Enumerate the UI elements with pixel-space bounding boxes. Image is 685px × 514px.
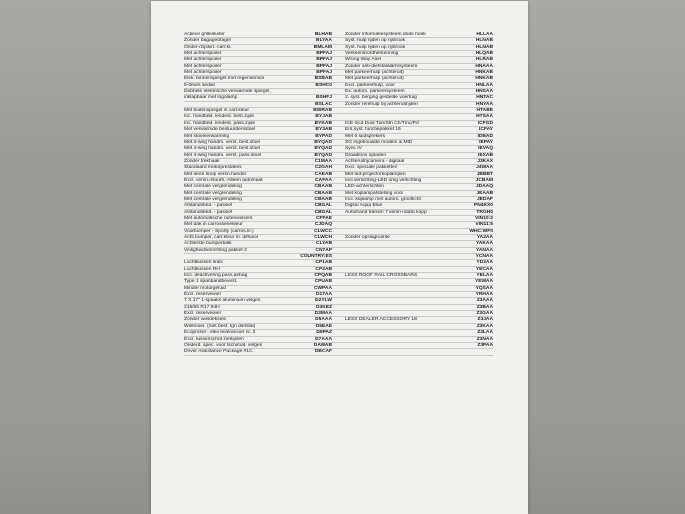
- option-code: JDAAQ: [475, 184, 493, 190]
- left-column-entry: [184, 178, 332, 183]
- right-column-entry: [345, 248, 493, 253]
- option-code: [491, 349, 493, 354]
- left-column-entry: [184, 121, 332, 126]
- left-column-entry: [184, 102, 332, 107]
- option-description: Met 4-weg handm. verst. best.stoel: [184, 146, 261, 152]
- option-description: Achteruitrijcamera - digitaal: [345, 158, 405, 164]
- right-column-entry: [345, 108, 493, 113]
- option-description: ICE-Scd Dual Tun/Sth Ch/Tmc/Pd: [345, 120, 419, 126]
- option-code: IEXAB: [478, 152, 493, 158]
- option-description: SG ingebouwde modem & MID: [345, 139, 413, 145]
- option-code: BYQAD: [314, 152, 332, 158]
- option-code: BYKAB: [314, 120, 332, 126]
- left-column-entry: [184, 51, 332, 56]
- option-description: Dubbele elektrische verwarmde spiegel,: [184, 89, 271, 95]
- left-column-entry: [184, 292, 332, 297]
- left-column-entry: [184, 286, 332, 291]
- option-code: ICFAY: [479, 127, 493, 133]
- left-column-entry: [184, 210, 332, 215]
- option-code: D17AA: [315, 292, 332, 298]
- paper-sheet: [151, 1, 528, 514]
- right-column-entry: [345, 337, 493, 342]
- right-column-entry: [345, 235, 493, 240]
- right-column-entry: [345, 146, 493, 151]
- left-column-entry: [184, 260, 332, 265]
- option-description: Excl. reservewiel: [184, 311, 221, 317]
- option-code: HLNAB: [475, 38, 493, 44]
- option-code: Z3GAA: [476, 311, 493, 317]
- option-code: YANAA: [476, 247, 493, 253]
- right-column-entry: [345, 210, 493, 215]
- option-code: BWRAB: [313, 108, 332, 114]
- option-description: Excl. reservewiel: [184, 292, 221, 298]
- option-description: Excl. parkeerhulp, voor: [345, 82, 396, 88]
- option-code: CPUAB: [314, 279, 332, 285]
- left-column-entry: [184, 222, 332, 227]
- right-column-entry: [345, 229, 493, 234]
- option-code: TRGH0: [476, 209, 493, 215]
- option-description: Met led-projectorkoplampen: [345, 171, 406, 177]
- option-description: Zonder informatiesysteem dode hoek: [345, 32, 426, 37]
- option-description: Voorbumper - Sporty (carros.kl.): [184, 228, 254, 234]
- right-column-entry: [345, 153, 493, 158]
- option-description: Met buitenspiegel in carr.kleur: [184, 108, 249, 114]
- option-description: Driver Assistance Package #1C: [184, 349, 253, 355]
- option-description: Luchtkussen RH: [184, 266, 220, 272]
- right-column-entry: [345, 254, 493, 259]
- option-description: Met centrale vergrendeling: [184, 184, 242, 190]
- right-column-entry: [345, 298, 493, 303]
- right-column-entry: [345, 324, 493, 329]
- option-description: Zonder remhulp bij achteruitrijden: [345, 101, 418, 107]
- right-column-entry: [345, 140, 493, 145]
- option-description: 7 X 17" 1-spaaks aluminium velgen: [184, 298, 261, 304]
- option-code: CAEAB: [314, 171, 332, 177]
- option-description: Met centrale vergrendeling: [184, 190, 242, 196]
- right-column-entry: [345, 286, 493, 291]
- left-column-entry: [184, 108, 332, 113]
- option-code: CJDAQ: [314, 222, 332, 228]
- option-description: Afstandsbed. - passief: [184, 203, 233, 209]
- left-column-entry: [184, 324, 332, 329]
- option-code: CLWCH: [314, 235, 332, 240]
- right-column-entry: [345, 95, 493, 100]
- option-description: Met automatische ruitenwissers: [184, 215, 253, 221]
- option-code: D5AAA: [315, 317, 332, 323]
- option-code: BPFAJ: [316, 51, 332, 57]
- left-column-entry: [184, 89, 332, 94]
- option-description: Met leren knop versn.handel: [184, 171, 246, 177]
- option-code: YAKAA: [476, 241, 493, 247]
- option-code: HNKAB: [475, 76, 493, 82]
- right-column-entry: [345, 222, 493, 227]
- right-column-entry: [345, 57, 493, 62]
- left-column-entry: [184, 172, 332, 177]
- option-description: Actieve grillesluiter: [184, 32, 225, 37]
- left-column-entry: [184, 153, 332, 158]
- left-column-entry: [184, 146, 332, 151]
- option-code: CBAAB: [314, 196, 332, 202]
- option-row: [184, 349, 493, 355]
- option-description: Zonder wieldeksels: [184, 317, 226, 323]
- option-description: Met achterspoiler: [184, 57, 222, 63]
- option-code: CBGAL: [314, 203, 332, 209]
- right-column-entry: [345, 292, 493, 297]
- left-column-entry: [184, 114, 332, 119]
- right-column-entry: [345, 89, 493, 94]
- option-description: Verkeersbordherkenning: [345, 51, 399, 57]
- left-column-entry: [184, 95, 332, 100]
- right-column-entry: [345, 260, 493, 265]
- left-column-entry: [184, 45, 332, 50]
- option-code: HNTAC: [476, 95, 493, 101]
- left-column-entry: [184, 83, 332, 88]
- right-column-entry: [345, 172, 493, 177]
- right-column-entry: [345, 45, 493, 50]
- option-code: BYQAD: [314, 146, 332, 152]
- option-description: Zonder anti-diefstalalarmsysteem: [345, 63, 418, 69]
- left-column-entry: [184, 140, 332, 145]
- option-code: IDBAD: [477, 133, 493, 139]
- option-code: HLNAB: [475, 44, 493, 50]
- option-code: DBCAF: [314, 349, 332, 355]
- option-description: Inc. handbed. lendest. pass.zijde: [184, 120, 256, 126]
- left-column-entry: [184, 235, 332, 240]
- option-description: Wielmoer. (niet best. tgn diefstal): [184, 323, 256, 329]
- option-description: Met parkeerhulp (achteruit): [345, 70, 404, 76]
- left-column-entry: [184, 57, 332, 62]
- option-code: D7AAA: [315, 336, 332, 342]
- right-column-entry: [345, 70, 493, 75]
- option-code: YRHAA: [475, 292, 493, 298]
- left-column-entry: [184, 248, 332, 253]
- right-column-entry: [345, 102, 493, 107]
- option-description: Inc. handbed. lendest. best.zijde: [184, 114, 255, 120]
- option-code: YECAA: [475, 266, 493, 272]
- left-column-entry: [184, 70, 332, 75]
- option-code: ICFGD: [477, 120, 493, 126]
- right-column-entry: [345, 311, 493, 316]
- right-column-entry: [345, 51, 493, 56]
- option-description: Luchtkussen links: [184, 260, 223, 266]
- option-code: Z3JAA: [477, 317, 493, 323]
- option-code: BMLAM: [313, 44, 332, 50]
- option-description: 5-deurs sedan: [184, 82, 216, 88]
- right-column-entry: [345, 114, 493, 119]
- option-code: CLYAB: [316, 241, 332, 247]
- left-column-entry: [184, 165, 332, 170]
- left-column-entry: [184, 134, 332, 139]
- option-code: BYPAD: [315, 133, 332, 139]
- option-code: WHC:WF0: [469, 228, 493, 234]
- option-code: Z3LAA: [477, 330, 493, 336]
- option-code: CBGAL: [314, 209, 332, 215]
- option-code: HLRAB: [475, 57, 493, 63]
- option-code: HNYAA: [476, 101, 493, 107]
- left-column-entry: [184, 267, 332, 272]
- option-description: LESS ROOF RAIL CROSSBARS: [345, 273, 418, 279]
- option-description: Sync IV: [345, 146, 362, 152]
- option-description: Met achterspoiler: [184, 70, 222, 76]
- option-code: CBAAB: [314, 190, 332, 196]
- option-description: Incl. deactivering pass.airbag: [184, 273, 248, 279]
- option-code: YA2AA: [476, 235, 493, 240]
- option-code: BLYAA: [316, 38, 332, 44]
- right-column-entry: [345, 305, 493, 310]
- left-column-entry: [184, 197, 332, 202]
- option-description: Zonder bagagedrager: [184, 38, 232, 44]
- right-column-entry: [345, 241, 493, 246]
- option-code: BY3AB: [315, 127, 332, 133]
- option-code: JEDAF: [476, 196, 493, 202]
- right-column-entry: [345, 159, 493, 164]
- right-column-entry: [345, 191, 493, 196]
- option-description: Met centrale vergrendeling: [184, 196, 242, 202]
- option-description: LESS DEALER ACCESSORY 18: [345, 317, 417, 323]
- option-code: YELAA: [476, 273, 493, 279]
- option-code: BSHC0: [315, 82, 332, 88]
- option-code: BPFAJ: [316, 70, 332, 76]
- option-description: Met verwarmde bestuurdersstoel: [184, 127, 256, 133]
- option-code: DAWAB: [313, 342, 332, 348]
- left-column-entry: [184, 254, 332, 259]
- left-column-entry: [184, 311, 332, 316]
- option-code: CBAAB: [314, 184, 332, 190]
- left-column-entry: [184, 127, 332, 132]
- option-code: HNSAA: [475, 89, 493, 95]
- option-code: BSLAC: [315, 101, 332, 107]
- left-column-entry: [184, 203, 332, 208]
- left-column-entry: [184, 279, 332, 284]
- option-description: Met 6 luidsprekers: [345, 133, 385, 139]
- right-column-entry: [345, 273, 493, 278]
- option-description: Syst. hulp rijden op rijstrook: [345, 44, 406, 50]
- right-column-entry: [345, 349, 493, 354]
- option-code: HNLAA: [475, 82, 493, 88]
- left-column-entry: [184, 317, 332, 322]
- option-description: Met achterspoiler: [184, 51, 222, 57]
- option-code: YCNAA: [475, 254, 493, 260]
- option-code: D5EAE: [315, 323, 332, 329]
- option-description: Met koplampafstelling voor: [345, 190, 404, 196]
- right-column-entry: [345, 76, 493, 81]
- option-code: COUNTRY:ES: [300, 254, 332, 260]
- left-column-entry: [184, 38, 332, 43]
- option-description: Met achterspoiler: [184, 63, 222, 69]
- right-column-entry: [345, 267, 493, 272]
- option-description: Met stoelverwarming: [184, 133, 230, 139]
- right-column-entry: [345, 330, 493, 335]
- option-code: YD2AA: [476, 260, 493, 266]
- left-column-entry: [184, 216, 332, 221]
- option-code: CWPAA: [313, 285, 332, 291]
- option-description: Minder motorgeluid: [184, 285, 226, 291]
- option-description: Excl. speciale pakketten: [345, 165, 398, 171]
- option-code: JCBAM: [475, 177, 493, 183]
- left-column-entry: [184, 349, 332, 354]
- left-column-entry: [184, 273, 332, 278]
- option-description: Digital Aqua Blue: [345, 203, 383, 209]
- option-description: Excl. tussenschot zierlijsten: [184, 336, 244, 342]
- option-description: 215/55 R17 94H: [184, 304, 220, 310]
- option-code: VIN10:2: [475, 215, 493, 221]
- option-code: PN4KX0: [473, 203, 493, 209]
- option-code: Z3PAA: [477, 342, 493, 348]
- option-description: Standaard motorprestaties: [184, 165, 242, 171]
- option-code: BYJAB: [315, 114, 332, 120]
- option-description: Type 1 spanbandbevest.: [184, 279, 238, 285]
- option-description: Acht.bumper, carr.kleur m. diffusor: [184, 235, 259, 240]
- option-description: Ent,syst. functiepakket 16: [345, 127, 401, 133]
- option-code: HLLAA: [476, 32, 493, 37]
- option-code: JEAAB: [476, 190, 493, 196]
- option-description: Ex. autom. parkeersysteem: [345, 89, 405, 95]
- option-code: CFFAE: [315, 215, 332, 221]
- option-code: YQSAA: [475, 285, 493, 291]
- option-description: Achterste bumperbalk: [184, 241, 232, 247]
- left-column-entry: [184, 64, 332, 69]
- option-code: Z3AAA: [476, 298, 493, 304]
- option-description: Incl. koplamp met autom. grootlicht: [345, 196, 421, 202]
- option-description: Zonder trekhaak: [184, 158, 220, 164]
- option-code: D3MAA: [314, 311, 332, 317]
- left-column-entry: [184, 76, 332, 81]
- option-description: Elek. binnenspiegel met regensensor: [184, 76, 265, 82]
- option-description: Met dak in carrosseriekleur: [184, 222, 243, 228]
- option-description: Onder-/zijskirt.-carr.kl.: [184, 44, 232, 50]
- option-description: Incl.verlichting-LED omg.verlichting: [345, 177, 422, 183]
- right-column-entry: [345, 203, 493, 208]
- right-column-entry: [345, 184, 493, 189]
- option-code: CP1AB: [315, 260, 332, 266]
- option-code: CN7AP: [315, 247, 332, 253]
- right-column-entry: [345, 127, 493, 132]
- left-column-entry: [184, 337, 332, 342]
- right-column-entry: [345, 178, 493, 183]
- option-description: Excl. versn./stuurh.-Alleen automaat: [184, 177, 263, 183]
- option-description: inklapbaar met logolamp: [184, 95, 238, 101]
- option-code: D2YLW: [315, 298, 332, 304]
- option-code: YEWAA: [475, 279, 493, 285]
- option-code: J4WAA: [476, 165, 493, 171]
- right-column-entry: [345, 64, 493, 69]
- left-column-entry: [184, 343, 332, 348]
- option-code: [330, 89, 332, 94]
- option-description: Veiligheidsinrichting pakket 2: [184, 247, 247, 253]
- option-code: CAFAA: [315, 177, 332, 183]
- option-code: BSHFJ: [315, 95, 332, 101]
- right-column-entry: [345, 343, 493, 348]
- left-column-entry: [184, 184, 332, 189]
- option-code: IEPAY: [479, 139, 493, 145]
- right-column-entry: [345, 38, 493, 43]
- option-code: JBBBT: [476, 171, 493, 177]
- left-column-entry: [184, 305, 332, 310]
- option-description: LED-achterlichten: [345, 184, 384, 190]
- option-code: HTABE: [476, 108, 493, 114]
- option-description: 2. syst. berging gestelde voertuig: [345, 95, 417, 101]
- option-code: BSBAB: [314, 76, 332, 82]
- option-code: BYQAD: [314, 139, 332, 145]
- option-code-list: [184, 32, 493, 356]
- option-description: Draadloos opladen: [345, 152, 387, 158]
- option-code: Z3KAA: [476, 323, 493, 329]
- right-column-entry: [345, 83, 493, 88]
- right-column-entry: [345, 317, 493, 322]
- option-code: D3KEZ: [315, 304, 332, 310]
- option-description: Ecoprofiel - elke leverancier nr. 3: [184, 330, 256, 336]
- option-code: BPFAJ: [316, 63, 332, 69]
- right-column-entry: [345, 197, 493, 202]
- right-column-entry: [345, 165, 493, 170]
- option-description: Met 4-weg handm. verst. best.stoel: [184, 139, 261, 145]
- option-code: D5PAZ: [316, 330, 332, 336]
- left-column-entry: [184, 191, 332, 196]
- left-column-entry: [184, 241, 332, 246]
- right-column-entry: [345, 216, 493, 221]
- option-code: IEVAQ: [478, 146, 493, 152]
- right-column-entry: [345, 134, 493, 139]
- option-code: CPQAB: [314, 273, 332, 279]
- right-column-entry: [345, 279, 493, 284]
- option-code: CP2AB: [315, 266, 332, 272]
- option-code: HNAAA: [475, 63, 493, 69]
- left-column-entry: [184, 330, 332, 335]
- option-code: CLWCC: [314, 228, 332, 234]
- option-description: Wrong Way Alert: [345, 57, 382, 63]
- option-description: Syst. hulp rijden op rijstrook: [345, 38, 406, 44]
- option-code: Z3BAA: [476, 304, 493, 310]
- option-code: HNKAB: [475, 70, 493, 76]
- option-description: Met 4-weg handm. verst. pass.stoel: [184, 152, 262, 158]
- option-code: BLHAB: [314, 32, 332, 37]
- right-column-entry: [345, 32, 493, 37]
- option-code: J3KAX: [477, 158, 493, 164]
- option-description: Onderd. spec. voor tschimat. velgen: [184, 342, 263, 348]
- left-column-entry: [184, 298, 332, 303]
- option-description: Afstandsbed. - passief: [184, 209, 233, 215]
- right-column-entry: [345, 121, 493, 126]
- option-code: VIN11:5: [475, 222, 493, 228]
- option-code: HTSAA: [476, 114, 493, 120]
- left-column-entry: [184, 159, 332, 164]
- option-description: Zonder opslagruimte: [345, 235, 390, 240]
- option-description: Met parkeerhulp (achteruit): [345, 76, 404, 82]
- option-description: Auto/hand transm 7 versn+dubb kopp: [345, 209, 427, 215]
- left-column-entry: [184, 32, 332, 37]
- option-code: C2GAH: [314, 165, 332, 171]
- option-code: Z3NAA: [476, 336, 493, 342]
- left-column-entry: [184, 229, 332, 234]
- option-code: C1MAA: [314, 158, 332, 164]
- option-code: HLQAB: [475, 51, 493, 57]
- option-code: BPFAJ: [316, 57, 332, 63]
